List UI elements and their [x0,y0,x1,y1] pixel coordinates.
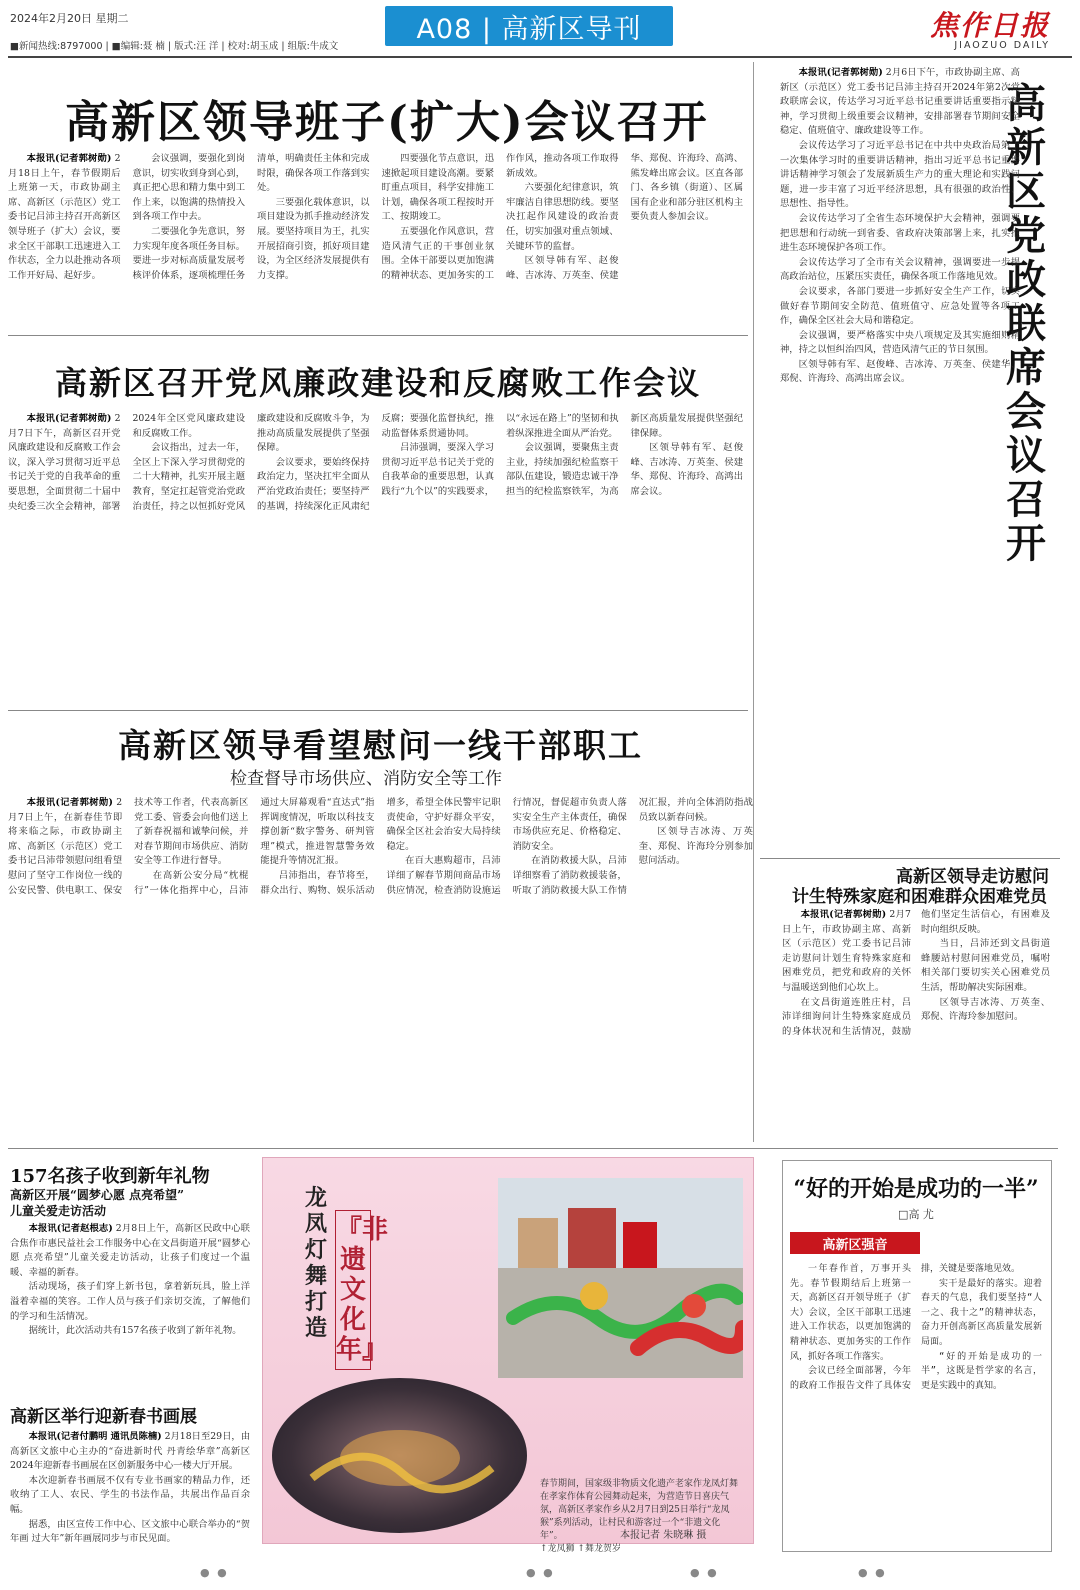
divider [8,335,748,336]
night-dance-photo [272,1378,527,1533]
article4-headline-line2: 计生特殊家庭和困难群众困难党员 [792,887,1047,907]
article3-p5: 区领导吉冰涛、万英奎、郑倪、许海玲分别参加慰问活动。 [638,826,753,867]
commentary-title: “好的开始是成功的一半” [793,1176,1039,1202]
article6-p0: 2月18日至29日，由高新区文旅中心主办的“奋进新时代 丹青绘华章”高新区2024年迎新春书画展在区创新服务中心一楼大厅开展。 [10,1431,250,1472]
article3-byline: 本报讯(记者郭树勋) [26,797,113,808]
article6-byline: 本报讯(记者付鹏明 通讯员陈楠) [28,1431,162,1442]
article4-headline-line1: 高新区领导走访慰问 [896,867,1049,887]
article6-p2: 据悉，由区宣传工作中心、区文旅中心联合举办的“贺年画 过大年”新年画展同步与市民见面。 [10,1518,250,1545]
article3-p3: 在百大惠购超市，吕沛详细了解春节期间商品市场供应情况，检查消防设施运行情况，督促超市负责人落实安全生产主体责任，确保市场供应充足、价格稳定、消防安全。 [386,797,627,896]
article6-p1: 本次迎新春书画展不仅有专业书画家的精品力作，还收纳了工人、农民、学生的书法作品，共展出作品百余幅。 [10,1474,250,1515]
column-divider [753,62,754,1142]
newspaper-logo-en: JIAOZUO DAILY [954,40,1050,51]
article6-headline: 高新区举行迎新春书画展 [10,1407,197,1427]
article4-byline: 本报讯(记者郭树勋) [800,909,887,920]
article5-subheadline-line1: 高新区开展“圆梦心愿 点亮希望” [10,1188,184,1202]
article-right-p2: 会议传达学习了全省生态环境保护大会精神，强调要把思想和行动统一到省委、省政府决策部署上来，扎实推进生态环境保护各项工作。 [780,212,1020,254]
article1-p5: 五要强化作风意识，营造风清气正的干事创业氛围。全体干部要以更加饱满的精神状态、更加务实的工作作风，推动各项工作取得新成效。 [381,153,619,281]
article1-p3: 三要强化载体意识，以项目建设为抓手推动经济发展。要坚持项目为王，扎实开展招商引资，抓好项目建设，为全区经济发展提供有力支撑。 [257,196,370,281]
header-rule [8,56,1072,58]
article2-headline: 高新区召开党风廉政建设和反腐败工作会议 [55,364,702,402]
pager-dots: ● ● [858,1566,887,1579]
article-right-byline: 本报讯(记者郭树勋) [798,67,883,78]
dragon-dance-photo [498,1178,743,1378]
pager-dots: ● ● [200,1566,229,1579]
commentary-badge: 高新区强音 [790,1232,920,1254]
article1-p7: 区领导韩有军、赵俊峰、吉冰涛、万英奎、侯建华、郑倪、许海玲、高鸿、熊发峰出席会议。区直各部门、各乡镇（街道）、区属国有企业和部分驻区机构主要负责人参加会议。 [506,153,743,281]
article2-p4: 会议强调，要聚焦主责主业，持续加强纪检监察干部队伍建设，锻造忠诚干净担当的纪检监察铁军，为高新区高质量发展提供坚强纪律保障。 [506,413,743,497]
article2-p5: 区领导韩有军、赵俊峰、吉冰涛、万英奎、侯建华、郑倪、许海玲、高鸿出席会议。 [630,442,743,497]
pager-dots: ● ● [690,1566,719,1579]
newspaper-logo: 焦作日报 [929,9,1050,42]
article6-body [10,1430,250,1548]
commentary-author: □高 尤 [898,1208,934,1221]
article1-body [8,152,743,320]
article4-body [782,908,1050,1140]
article2-p2: 会议要求，要始终保持政治定力，坚决扛牢全面从严治党政治责任；要坚持严的基调，持续深化正风肃纪反腐；要强化监督执纪，推动监督体系贯通协同。 [257,413,494,512]
article4-p1: 在文昌街道连胜庄村，吕沛详细询问计生特殊家庭成员的身体状况和生活情况，鼓励他们坚定生活信心，有困难及时向组织反映。 [782,909,1050,1037]
article2-p0: 2月7日下午，高新区召开党风廉政建设和反腐败工作会议，深入学习贯彻习近平总书记关于党的自我革命的重要思想，全面贯彻二十届中央纪委三次全会精神，部署2024年全区党风廉政建设和反腐败工作。 [8,413,245,512]
article5-subheadline-line2: 儿童关爱走访活动 [10,1204,107,1218]
article5-byline: 本报讯(记者赵根志) [28,1223,113,1234]
night-dance-illustration [272,1378,527,1533]
article3-p0: 2月7日上午，在新春佳节即将来临之际，市政协副主席、高新区（示范区）党工委书记吕沛带领慰问组看望慰问了坚守工作岗位一线的公安民警、供电职工、保安技术等工作者，代表高新区党工委、管委会向他们送上了新春祝福和诚挚问候，并对春节期间市场供应、消防安全等工作进行督导。 [8,797,249,896]
article2-p3: 吕沛强调，要深入学习贯彻习近平总书记关于党的自我革命的重要思想，认真践行“九个以”的实践要求，以“永远在路上”的坚韧和执着纵深推进全面从严治党。 [381,413,619,497]
article4-p2: 当日，吕沛还到文昌街道蜂腰站村慰问困难党员，嘱咐相关部门要切实关心困难党员生活，帮助解决实际困难。 [921,938,1050,993]
article2-byline: 本报讯(记者郭树勋) [26,413,112,424]
photo-vertical-title: 龙凤灯舞打造 [304,1185,327,1341]
article5-headline: 157名孩子收到新年礼物 [10,1166,210,1187]
article3-p1: 在高新公安分局“枕棍行”一体化指挥中心，吕沛通过大屏幕观看“直达式”指挥调度情况，听取以科技支撑创新“数字警务、研判管理”模式，推进智慧警务效能提升等情况汇报。 [134,797,375,896]
divider [8,710,748,711]
article-right-p0: 2月6日下午，市政协副主席、高新区（示范区）党工委书记吕沛主持召开2024年第2次党政联席会议，传达学习习近平总书记重要讲话重要指示精神，学习贯彻上级重要会议精神，安排部署春节期间安全稳定、值班值守、廉政建设等工作。 [780,67,1020,137]
article-right-p6: 区领导韩有军、赵俊峰、吉冰涛、万英奎、侯建华、郑倪、许海玲、高鸿出席会议。 [780,358,1020,385]
article1-byline: 本报讯(记者郭树勋) [26,153,112,164]
article3-subheadline: 检查督导市场供应、消防安全等工作 [230,769,502,789]
issue-date: 2024年2月20日 星期二 [10,12,129,25]
article5-p1: 活动现场，孩子们穿上新书包，拿着新玩具，脸上洋溢着幸福的笑容。工作人员与孩子们亲切交流，了解他们的学习和生活情况。 [10,1281,250,1322]
article1-p2: 二要强化争先意识，努力实现年度各项任务目标。要进一步对标高质量发展考核评价体系，逐项梳理任务清单，明确责任主体和完成时限，确保各项工作落到实处。 [132,153,370,281]
commentary-body [790,1262,1042,1544]
article1-p4: 四要强化节点意识，迅速掀起项目建设高潮。要紧盯重点项目，科学安排施工计划，确保各项工程按时开工、按期竣工。 [381,153,494,223]
pager-dots: ● ● [526,1566,555,1579]
photo-caption-text: 春节期间，国家级非物质文化遗产老家作龙凤灯舞在孝家作体育公园舞动起来，为营造节日喜庆气氛，高新区孝家作乡从2月7日到25日举行“龙凤猴”系列活动，让村民和游客过一个“非遗文化年”。 [540,1479,739,1541]
article3-p2: 吕沛指出，春节将至，群众出行、购物、娱乐活动增多，希望全体民警牢记职责使命，守护好群众平安，确保全区社会治安大局持续稳定。 [260,797,501,896]
article4-p0: 2月7日上午，市政协副主席、高新区（示范区）党工委书记吕沛走访慰问计划生育特殊家庭和困难党员，把党和政府的关怀与温暖送到他们心坎上。 [782,909,911,993]
article-right-p3: 会议传达学习了全市有关会议精神，强调要进一步提高政治站位，压紧压实责任，确保各项工作落地见效。 [780,256,1020,283]
article1-p1: 会议强调，要强化到岗意识，切实收到身到心到，真正把心思和精力集中到工作上来，以饱满的热情投入到各项工作中去。 [132,153,245,223]
article5-p2: 据统计，此次活动共有157名孩子收到了新年礼物。 [28,1325,242,1337]
article4-p3: 区领导吉冰涛、万英奎、郑倪、许海玲参加慰问。 [921,996,1050,1023]
article2-p1: 会议指出，过去一年，全区上下深入学习贯彻党的二十大精神，扎实开展主题教育，坚定扛起管党治党政治责任，持之以恒抓好党风廉政建设和反腐败斗争，为推动高质量发展提供了坚强保障。 [132,413,370,512]
article-right-p5: 会议强调，要严格落实中央八项规定及其实施细则精神，持之以恒纠治四风，营造风清气正的节日氛围。 [780,329,1020,356]
article-right-body [780,66,1020,866]
article3-headline: 高新区领导看望慰问一线干部职工 [118,726,643,765]
article-right-p1: 会议传达学习了习近平总书记在中共中央政治局第十一次集体学习时的重要讲话精神，指出习近平总书记重要讲话精神学习领会了发展新质生产力的重大理论和实践问题，进一步丰富了习近平经济思想，具有很强的政治性、思想性、指导性。 [780,139,1020,210]
commentary-p2: 实干是最好的落实。迎着春天的气息，我们要坚持“人一之、我十之”的精神状态，奋力开创高新区高质量发展新局面。 [921,1278,1042,1347]
article-right-p4: 会议要求，各部门要进一步抓好安全生产工作，切实做好春节期间安全防范、值班值守、应急处置等各项工作，确保全区社会大局和谐稳定。 [780,285,1020,327]
dragon-dance-illustration [498,1178,743,1378]
divider [760,858,1060,859]
article5-body [10,1222,250,1390]
page-section-label: A08 | 高新区导刊 [385,6,673,46]
article3-body [8,796,753,1136]
article1-p6: 六要强化纪律意识，筑牢廉洁自律思想防线。要坚决扛起作风建设的政治责任，切实加强对重点领域、关键环节的监督。 [506,182,619,252]
article3-p4: 在消防救援大队，吕沛详细察看了消防救援装备，听取了消防救援大队工作情况汇报，并向全体消防指战员致以新春问候。 [512,797,753,896]
article1-headline: 高新区领导班子(扩大)会议召开 [65,97,709,148]
commentary-p1: 会议已经全面部署，今年的政府工作报告文件了具体安排，关键是要落地见效。 [790,1264,1021,1391]
commentary-p0: 一年春作首，万事开头先。春节假期结后上班第一天，高新区召开领导班子（扩大）会议，全区干部职工迅速进入工作状态，以更加饱满的精神状态、更加务实的工作作风，抓好各项工作落实。 [790,1264,911,1362]
article2-body [8,412,743,697]
divider [8,1148,1058,1149]
photo-vertical-title-framed: 『非遗文化年』 [335,1210,371,1370]
article1-p0: 2月18日上午，春节假期后上班第一天，市政协副主席、高新区（示范区）党工委书记吕沛主持召开高新区领导班子（扩大）会议，要求全区干部职工迅速进入工作状态，全力以赴推动各项工作开好局、起好步。 [8,153,121,281]
photo-caption [540,1478,740,1556]
photo-credit: 本报记者 朱晓琳 摄 [620,1530,707,1541]
commentary-p3: “好的开始是成功的一半”，这既是哲学家的名言，更是实践中的真知。 [921,1351,1042,1391]
photo-caption-marks: ↑龙凤狮 ↑舞龙贺岁 [540,1544,621,1554]
article5-p0: 2月8日上午，高新区民政中心联合焦作市惠民益社会工作服务中心在文昌街道开展“圆梦心愿 点亮希望”儿童关爱走访活动，让孩子们度过一个温暖、幸福的新春。 [10,1223,250,1278]
editorial-credits: ■新闻热线:8797000 | ■编辑:聂 楠 | 版式:汪 洋 | 校对:胡玉成 | 组版:牛成文 [10,41,339,52]
article-right-headline: 高新区党政联席会议召开 [1006,80,1046,567]
